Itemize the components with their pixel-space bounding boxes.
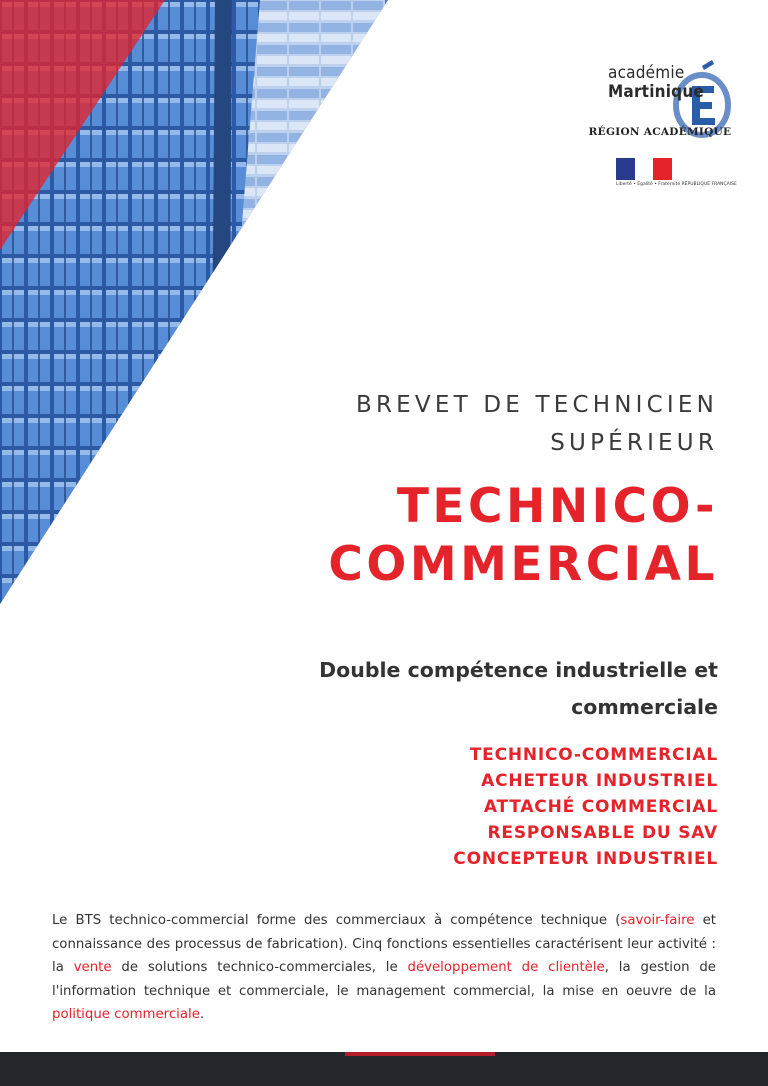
job-item: TECHNICO-COMMERCIAL xyxy=(469,745,718,765)
footer-accent xyxy=(345,1052,495,1056)
job-list xyxy=(453,742,718,872)
republique-francaise-logo xyxy=(616,158,737,196)
job-item: CONCEPTEUR INDUSTRIEL xyxy=(453,849,718,869)
martinique-label: Martinique xyxy=(608,82,704,102)
desc-highlight-vente: vente xyxy=(73,960,112,976)
job-item: RESPONSABLE DU SAV xyxy=(487,823,718,843)
job-item: ATTACHÉ COMMERCIAL xyxy=(483,797,718,817)
desc-highlight-savoir-faire: savoir-faire xyxy=(620,913,695,929)
republique-caption: Liberté • Égalité • Fraternité RÉPUBLIQUE FRANÇAISE xyxy=(616,182,737,187)
desc-text-1: Le BTS technico-commercial forme des commerciaux à compétence technique ( xyxy=(52,913,621,929)
footer-bar xyxy=(0,1052,768,1086)
title-line-2: COMMERCIAL xyxy=(328,537,718,592)
subtitle-line-1: BREVET DE TECHNICIEN xyxy=(356,392,718,418)
desc-highlight-politique: politique commerciale xyxy=(52,1007,200,1023)
region-label: RÉGION ACADÉMIQUE xyxy=(588,126,732,138)
academie-logo xyxy=(580,30,740,200)
desc-text-5: . xyxy=(199,1007,205,1023)
desc-text-4: , la gestion de l'information technique et commerciale, le management commercial, la mise en oeuvre de la xyxy=(52,960,716,999)
tagline-line-2: commerciale xyxy=(571,695,718,719)
desc-highlight-developpement: développement de clientèle xyxy=(407,960,605,976)
description-paragraph xyxy=(52,909,716,1027)
subtitle-line-2: SUPÉRIEUR xyxy=(550,430,718,456)
academie-label: académie xyxy=(608,63,685,83)
job-item: ACHETEUR INDUSTRIEL xyxy=(481,771,718,791)
page-title xyxy=(328,478,718,594)
desc-text-3: de solutions technico-commerciales, le xyxy=(111,960,408,976)
title-line-1: TECHNICO- xyxy=(396,479,718,534)
desc-text-2: et connaissance des processus de fabrication). Cinq fonctions essentielles caractérisent leur activité : la xyxy=(52,913,716,976)
diploma-subtitle xyxy=(356,386,718,462)
tagline xyxy=(238,652,718,726)
tagline-line-1: Double compétence industrielle et xyxy=(319,658,718,682)
